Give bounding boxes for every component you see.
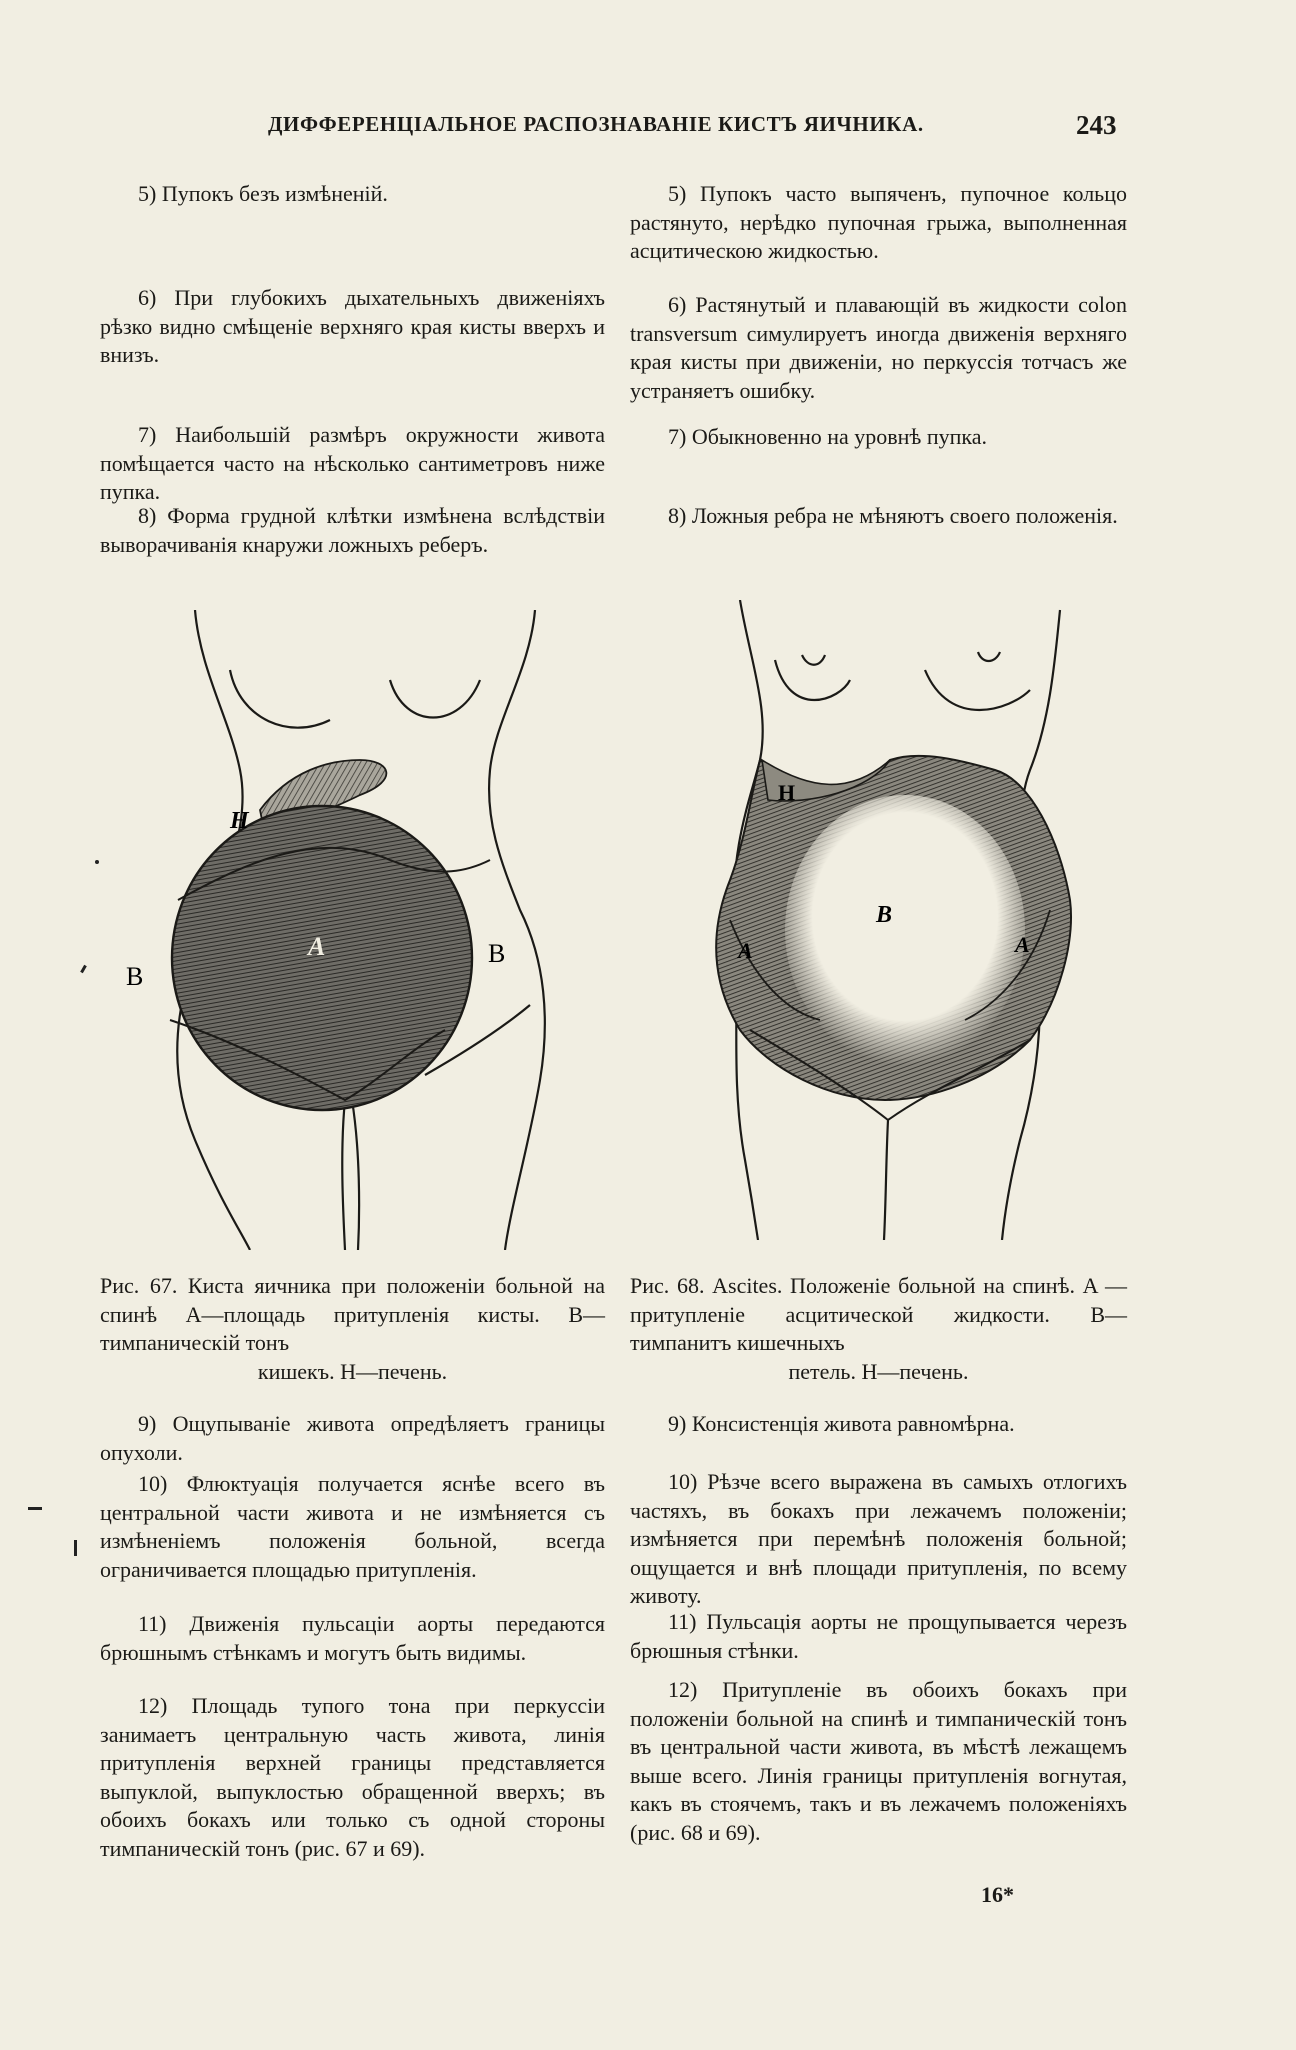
label-b-right: B [488,939,506,968]
label-a: A [308,932,326,961]
left-breast-curve [230,670,330,728]
right-item-12: 12) Притупленіе въ обоихъ бокахъ при положеніи больной на спинѣ и тимпаническій тонъ въ центральной части живота, въ мѣстѣ лежащемъ выше всего. Линія границы притупленія вогнутая, какъ въ стоячемъ, такъ и въ лежачемъ положеніяхъ (рис. 68 и 69). [630,1677,1127,1845]
label-b-left: B [126,962,144,991]
left-groin-line [342,1100,345,1250]
tympanic-area-b [785,795,1025,1065]
right-breast-curve [390,680,480,718]
left-item-11: 11) Движенія пульсаціи аорты передаются брюшнымъ стѣнкамъ и могутъ быть видимы. [100,1611,605,1665]
figure-67-caption-last-line: кишекъ. H—печень. [257,1358,448,1384]
figure-67-caption-text: Рис. 67. Киста яичника при положеніи больной на спинѣ A—площадь притупленія кисты. B—тимпаническій тонъ [100,1273,605,1355]
margin-speck [74,1540,77,1556]
right-item-6: 6) Растянутый и плавающій въ жидкости colon transversum симулируетъ иногда движенія верхняго края кисты при движеніи, но перкуссія тотчасъ же устраняетъ ошибку. [630,292,1127,403]
left-breast-curve [775,660,850,700]
signature-mark: 16* [981,1882,1014,1907]
label-h: H [230,808,249,834]
page-number: 243 [1076,110,1117,140]
right-item-7: 7) Обыкновенно на уровнѣ пупка. [668,424,988,449]
figure-68-ascites-illustration [690,600,1110,1240]
left-item-5: 5) Пупокъ безъ измѣненій. [138,181,388,206]
label-h: H [778,780,796,805]
left-item-9: 9) Ощупываніе живота опредѣляетъ границы опухоли. [100,1411,605,1465]
figure-68-caption [630,1272,1127,1386]
right-item-9: 9) Консистенція живота равномѣрна. [668,1411,1015,1436]
torso-right-outline [489,610,545,1250]
running-header: ДИФФЕРЕНЦІАЛЬНОЕ РАСПОЗНАВАНІЕ КИСТЪ ЯИЧНИКА. [268,112,924,136]
right-item-8: 8) Ложныя ребра не мѣняютъ своего положенія. [668,503,1118,528]
label-b: B [876,902,893,928]
figure-68-caption-text: Рис. 68. Ascites. Положеніе больной на спинѣ. A — притупленіе асцитической жидкости. B— тимпанитъ кишечныхъ [630,1273,1127,1355]
breast-nipple-right [978,652,1000,661]
margin-speck [28,1507,42,1510]
left-item-10: 10) Флюктуація получается яснѣе всего въ центральной части живота и не измѣняется съ измѣненіемъ положенія больной, всегда ограничивается площадью притупленія. [100,1471,605,1582]
figure-68-caption-last-line: петель. H—печень. [788,1358,969,1384]
groin-line [884,1120,888,1240]
label-a-left: A [738,938,753,963]
left-item-8: 8) Форма грудной клѣтки измѣнена вслѣдствіи выворачиванія кнаружи ложныхъ реберъ. [100,503,605,557]
left-item-12: 12) Площадь тупого тона при перкуссіи занимаетъ центральную часть живота, линія притупленія верхней границы представляется выпуклой, выпуклостью обращенной вверхъ; въ обоихъ бокахъ или только съ одной стороны тимпаническій тонъ (рис. 67 и 69). [100,1693,605,1861]
right-groin-line [352,1100,359,1250]
figure-67-ovarian-cyst-illustration [90,610,610,1250]
margin-speck [95,860,99,864]
label-a-right: A [1015,932,1030,957]
left-item-7: 7) Наибольшій размѣръ окружности живота помѣщается часто на нѣсколько сантиметровъ ниже пупка. [100,422,605,504]
figure-67-caption [100,1272,605,1386]
breast-nipple-left [802,655,825,665]
right-item-10: 10) Рѣзче всего выражена въ самыхъ отлогихъ частяхъ, въ бокахъ при лежачемъ положеніи; измѣняется при перемѣнѣ положенія больной; ощущается и внѣ площади притупленія, по всему животу. [630,1469,1127,1608]
right-breast-curve [925,670,1030,710]
right-item-11: 11) Пульсація аорты не прощупывается черезъ брюшныя стѣнки. [630,1609,1127,1663]
right-item-5: 5) Пупокъ часто выпяченъ, пупочное кольцо растянуто, нерѣдко пупочная грыжа, выполненная асцитическою жидкостью. [630,181,1127,263]
margin-speck [80,965,87,973]
left-item-6: 6) При глубокихъ дыхательныхъ движеніяхъ рѣзко видно смѣщеніе верхняго края кисты вверхъ и внизъ. [100,285,605,367]
